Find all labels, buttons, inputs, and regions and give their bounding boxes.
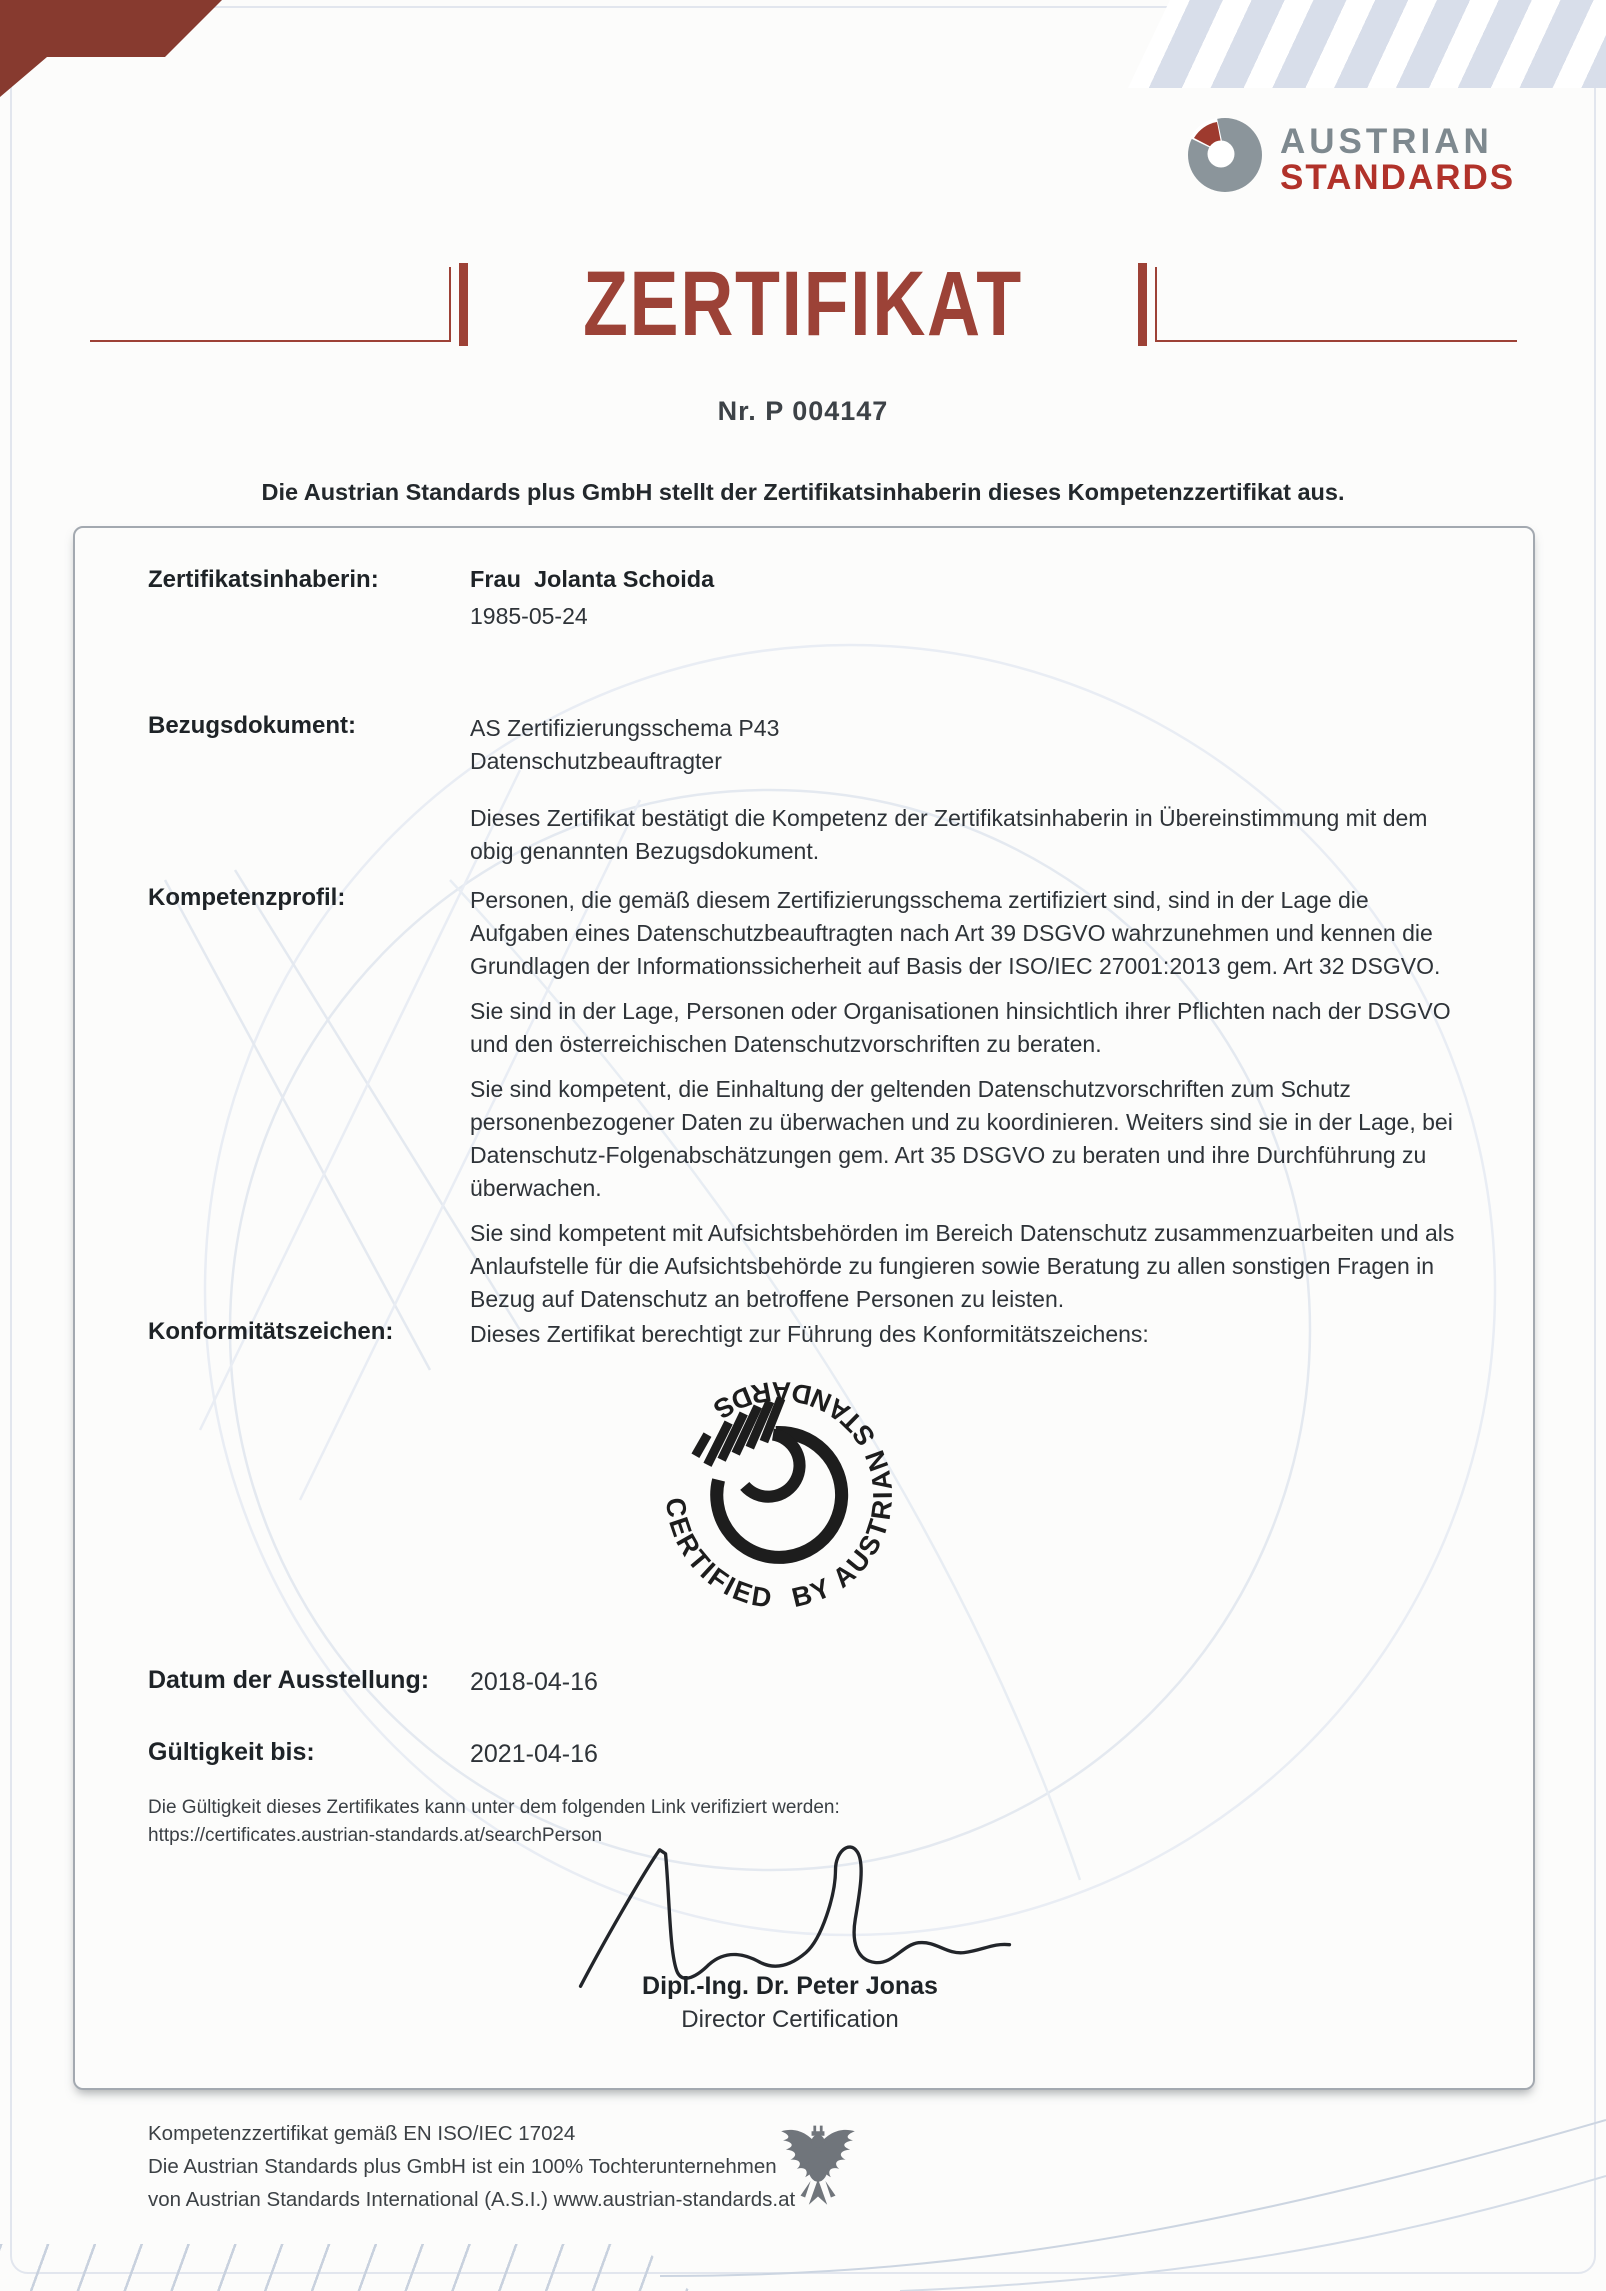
competence-paragraph: Personen, die gemäß diesem Zertifizierungsschema zertifiziert sind, sind in der Lage die Aufgaben eines Datenschutzbeauftragten nach Art 39 DSGVO wahrzunehmen und kennen die Grundlagen der Informationssicherheit auf Basis der ISO/IEC 27001:2013 gem. Art 32 DSGVO.: [470, 887, 1441, 979]
valid-until-label: Gültigkeit bis:: [148, 1738, 315, 1766]
mark-text-certified: CERTIFIED: [659, 1495, 777, 1615]
competence-label: Kompetenzprofil:: [148, 884, 346, 911]
brand-name-top: AUSTRIAN: [1280, 122, 1493, 161]
holder-birthdate: 1985-05-24: [470, 603, 588, 629]
certified-by-austrian-standards-mark: [638, 1352, 920, 1634]
reference-doc-line1: AS Zertifizierungsschema P43: [470, 715, 780, 741]
brand-name-bottom: STANDARDS: [1280, 158, 1516, 197]
competence-paragraph: Sie sind kompetent, die Einhaltung der geltenden Datenschutzvorschriften zum Schutz personenbezogener Daten zu überwachen und zu koordinieren. Weiters sind sie in der Lage, bei Datenschutz-Folgenabschätzungen gem. Art 35 DSGVO zu beraten und ihre Durchführung zu überwachen.: [470, 1076, 1453, 1201]
holder-name: Frau Jolanta Schoida: [470, 566, 715, 592]
mark-text-rest: BY AUSTRIAN STANDARDS: [705, 1376, 899, 1614]
conformity-text: Dieses Zertifikat berechtigt zur Führung des Konformitätszeichens:: [470, 1321, 1149, 1347]
footer-line: Kompetenzzertifikat gemäß EN ISO/IEC 17024: [148, 2122, 576, 2145]
verification-link: https://certificates.austrian-standards.at/searchPerson: [148, 1825, 603, 1846]
valid-until-value: 2021-04-16: [470, 1740, 598, 1768]
signer-name: Dipl.-Ing. Dr. Peter Jonas: [642, 1972, 938, 2000]
competence-paragraphs: [470, 884, 1455, 1316]
verification-note: Die Gültigkeit dieses Zertifikates kann unter dem folgenden Link verifiziert werden:: [148, 1797, 840, 1818]
austrian-standards-logo-icon: [1186, 116, 1264, 194]
conformity-label: Konformitätszeichen:: [148, 1318, 394, 1345]
footer-line: Die Austrian Standards plus GmbH ist ein 100% Tochterunternehmen: [148, 2155, 777, 2178]
issue-date-label: Datum der Ausstellung:: [148, 1666, 430, 1694]
reference-doc-line2: Datenschutzbeauftragter: [470, 748, 722, 774]
issue-date-value: 2018-04-16: [470, 1668, 598, 1696]
page-title: ZERTIFIKAT: [583, 253, 1023, 355]
holder-label: Zertifikatsinhaberin:: [148, 566, 379, 593]
competence-paragraph: Sie sind in der Lage, Personen oder Organisationen hinsichtlich ihrer Pflichten nach der DSGVO und den österreichischen Datenschutzvorschriften zu beraten.: [470, 998, 1451, 1057]
signer-title: Director Certification: [681, 2006, 899, 2033]
reference-label: Bezugsdokument:: [148, 712, 357, 739]
certificate-number: Nr. P 004147: [717, 396, 889, 426]
competence-paragraph: Sie sind kompetent mit Aufsichtsbehörden im Bereich Datenschutz zusammenzuarbeiten und als Anlaufstelle für die Aufsichtsbehörde zu fungieren sowie Beratung zu allen sonstigen Fragen in Bezug auf Datenschutz an betroffene Personen zu leisten.: [470, 1220, 1455, 1312]
austrian-eagle-icon: [772, 2118, 864, 2218]
reference-paragraph: Dieses Zertifikat bestätigt die Kompetenz der Zertifikatsinhaberin in Übereinstimmung mit dem obig genannten Bezugsdokument.: [470, 805, 1428, 864]
intro-line: Die Austrian Standards plus GmbH stellt der Zertifikatsinhaberin dieses Kompetenzzertifikat aus.: [261, 479, 1345, 505]
footer-line: von Austrian Standards International (A.S.I.) www.austrian-standards.at: [148, 2188, 796, 2211]
